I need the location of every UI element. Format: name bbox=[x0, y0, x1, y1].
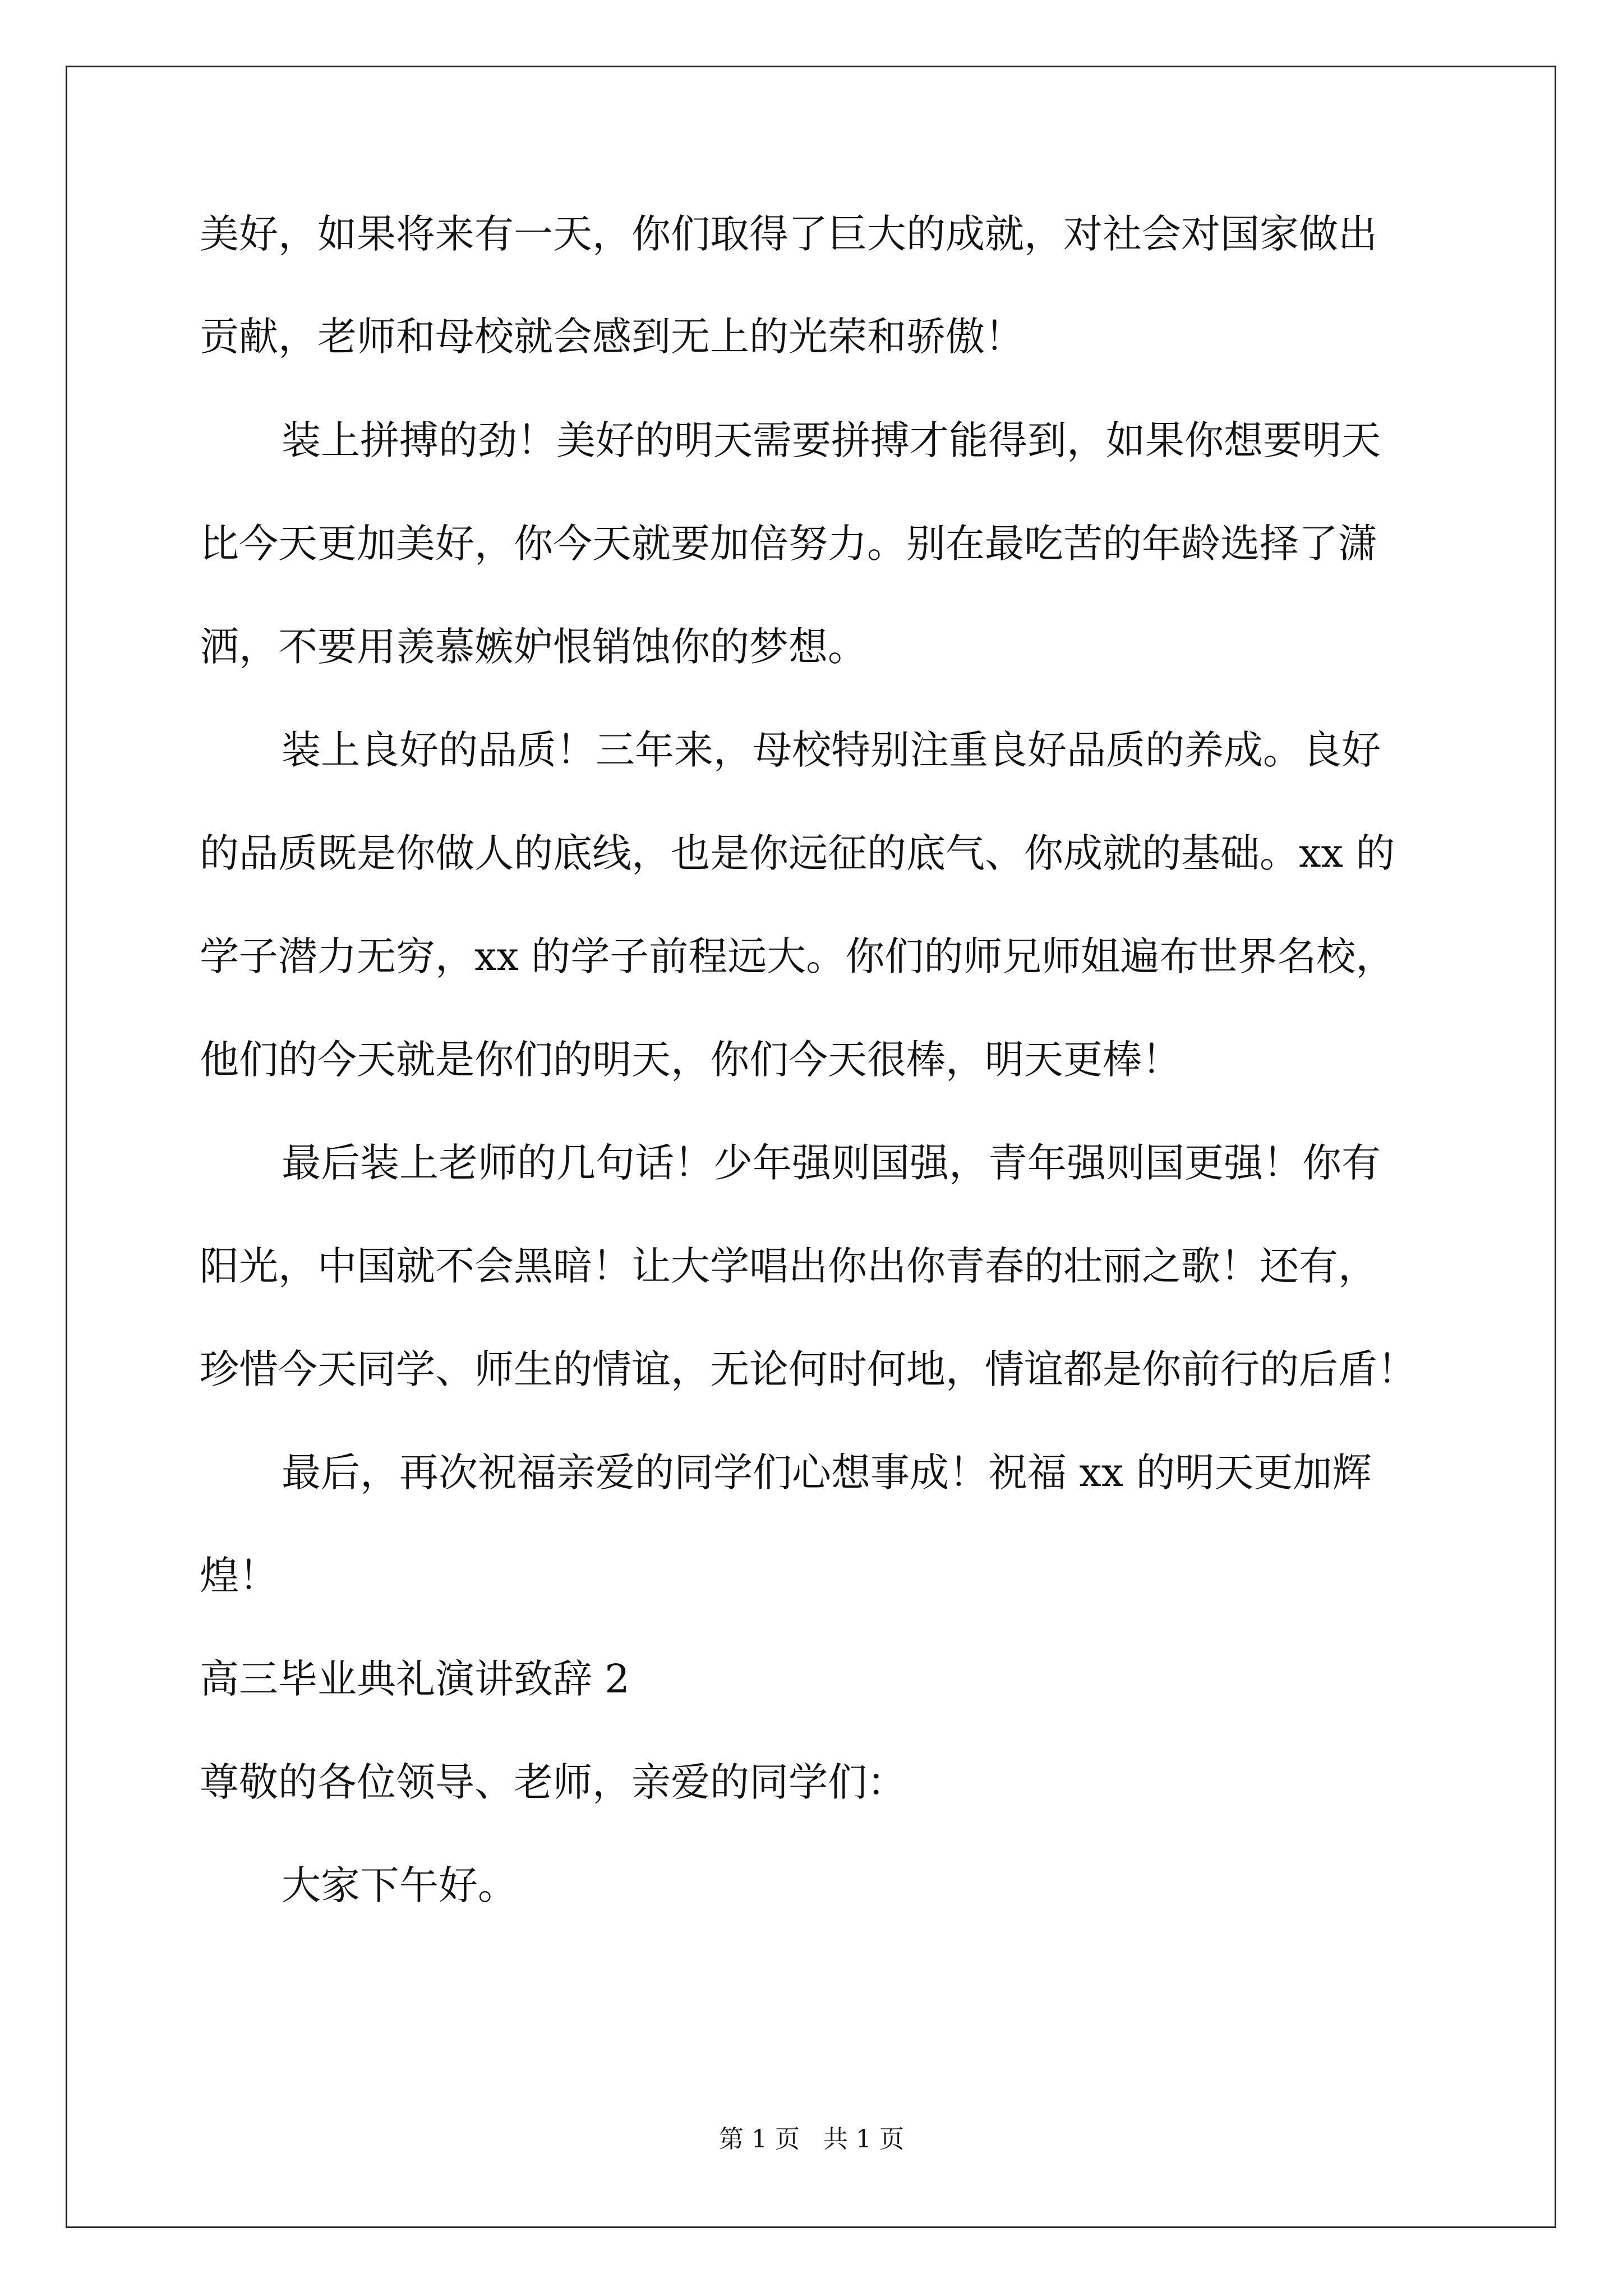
text-line: 他们的今天就是你们的明天，你们今天很棒，明天更棒！ bbox=[200, 1037, 1181, 1083]
text-line: 煌！ bbox=[200, 1553, 278, 1599]
section-heading: 高三毕业典礼演讲致辞 2 bbox=[200, 1656, 630, 1702]
text-line: 装上拼搏的劲！美好的明天需要拼搏才能得到，如果你想要明天 bbox=[282, 417, 1381, 463]
text-line: 比今天更加美好，你今天就要加倍努力。别在最吃苦的年龄选择了潇 bbox=[200, 521, 1377, 567]
text-line: 阳光，中国就不会黑暗！让大学唱出你出你青春的壮丽之歌！还有， bbox=[200, 1243, 1377, 1289]
text-line: 的品质既是你做人的底线，也是你远征的底气、你成就的基础。xx 的 bbox=[200, 830, 1395, 876]
text-line: 美好，如果将来有一天，你们取得了巨大的成就，对社会对国家做出 bbox=[200, 211, 1377, 257]
text-line: 最后装上老师的几句话！少年强则国强，青年强则国更强！你有 bbox=[282, 1140, 1381, 1186]
text-line: 洒，不要用羡慕嫉妒恨销蚀你的梦想。 bbox=[200, 624, 867, 670]
page-footer: 第 1 页 共 1 页 bbox=[719, 2125, 904, 2154]
salutation: 尊敬的各位领导、老师，亲爱的同学们： bbox=[200, 1759, 906, 1805]
text-line: 装上良好的品质！三年来，母校特别注重良好品质的养成。良好 bbox=[282, 727, 1381, 773]
text-line: 贡献，老师和母校就会感到无上的光荣和骄傲！ bbox=[200, 314, 1024, 360]
text-line: 珍惜今天同学、师生的情谊，无论何时何地，情谊都是你前行的后盾！ bbox=[200, 1346, 1417, 1392]
text-line: 最后，再次祝福亲爱的同学们心想事成！祝福 xx 的明天更加辉 bbox=[282, 1450, 1372, 1496]
text-line: 学子潜力无穷，xx 的学子前程远大。你们的师兄师姐遍布世界名校， bbox=[200, 933, 1395, 979]
text-line: 大家下午好。 bbox=[282, 1862, 517, 1908]
